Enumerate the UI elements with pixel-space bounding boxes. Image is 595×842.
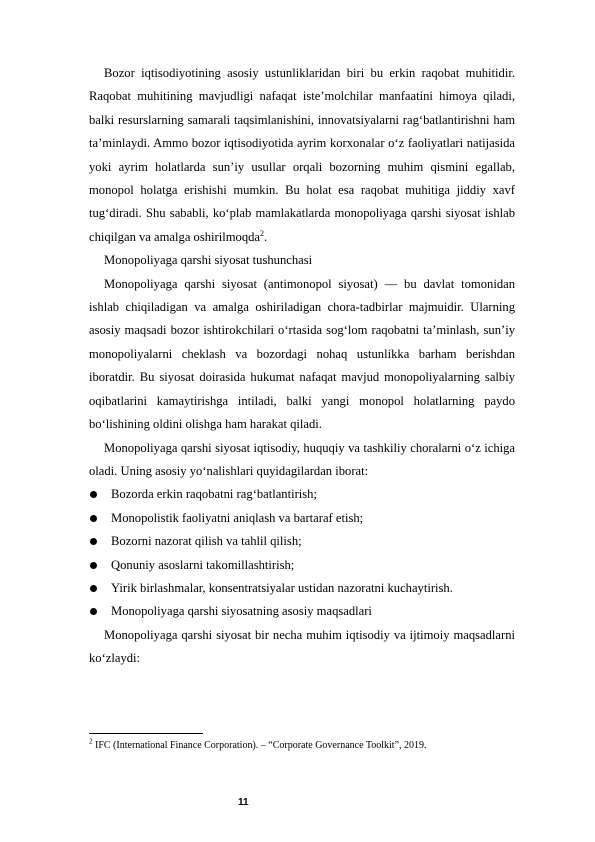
section-heading: Monopoliyaga qarshi siyosat tushunchasi [104,253,313,268]
list-item: Monopolistik faoliyatni aniqlash va bartaraf etish; [89,507,515,530]
list-item: Monopoliyaga qarshi siyosatning asosiy maqsadlari [89,600,515,623]
paragraph-intro [89,62,515,249]
list-item: Bozorda erkin raqobatni rag‘batlantirish; [89,483,515,506]
list-item: Bozorni nazorat qilish va tahlil qilish; [89,530,515,553]
footnote [89,739,519,752]
directions-list [89,483,515,623]
list-item: Qonuniy asoslarni takomillashtirish; [89,554,515,577]
bullet-icon [90,585,97,592]
bullet-icon [90,562,97,569]
footnote-reference[interactable]: 2 [260,228,265,238]
paragraph-intro-text: Bozor iqtisodiyotining asosiy ustunliklaridan biri bu erkin raqobat muhitidir. Raqobat muhitining mavjudligi nafaqat iste’molchilar manfaatini himoya qiladi, balki resurslarning samarali taqsimlanishini, innovatsiyalarni rag‘batlantirishni ham ta’minlaydi. Ammo bozor iqtisodiyotida ayrim korxonalar o‘z faoliyatlari natijasida yoki ayrim holatlarda sun’iy usullar orqali bozorning muhim qismini egallab, monopol holatga erishishi mumkin. Bu holat esa raqobat muhitiga jiddiy xavf tug‘diradi. Shu sababli, ko‘plab mamlakatlarda monopoliyaga qarshi siyosat ishlab chiqilgan va amalga oshirilmoqda [89,66,515,244]
footnote-text: IFC (International Finance Corporation). – “Corporate Governance Toolkit”, 2019. [92,740,427,751]
paragraph-definition: Monopoliyaga qarshi siyosat (antimonopol siyosat) — bu davlat tomonidan ishlab chiqiladigan va amalga oshiriladigan chora-tadbirlar majmuidir. Ularning asosiy maqsadi bozor ishtirokchilari o‘rtasida sog‘lom raqobatni ta’minlash, sun’iy monopoliyalarni cheklash va bozordagi nohaq ustunlikka barham berishdan iboratdir. Bu siyosat doirasida hukumat nafaqat mavjud monopoliyalarning salbiy oqibatlarini kamaytirishga intiladi, balki yangi monopol holatlarning paydo bo‘lishining oldini olishga ham harakat qiladi. [89,276,515,432]
paragraph-goals: Monopoliyaga qarshi siyosat bir necha muhim iqtisodiy va ijtimoiy maqsadlarni ko‘zlaydi: [89,627,515,666]
page-number: 11 [238,797,249,808]
footnote-divider [89,733,203,734]
footnote-number: 2 [89,737,93,746]
paragraph-intro-end: . [264,229,268,244]
bullet-icon [90,538,97,545]
bullet-icon [90,491,97,498]
bullet-icon [90,608,97,615]
bullet-icon [90,515,97,522]
document-body [89,62,515,671]
paragraph-directions: Monopoliyaga qarshi siyosat iqtisodiy, huquqiy va tashkiliy choralarni o‘z ichiga oladi. Uning asosiy yo‘nalishlari quyidagilardan iborat: [89,440,515,478]
list-item: Yirik birlashmalar, konsentratsiyalar ustidan nazoratni kuchaytirish. [89,577,515,600]
